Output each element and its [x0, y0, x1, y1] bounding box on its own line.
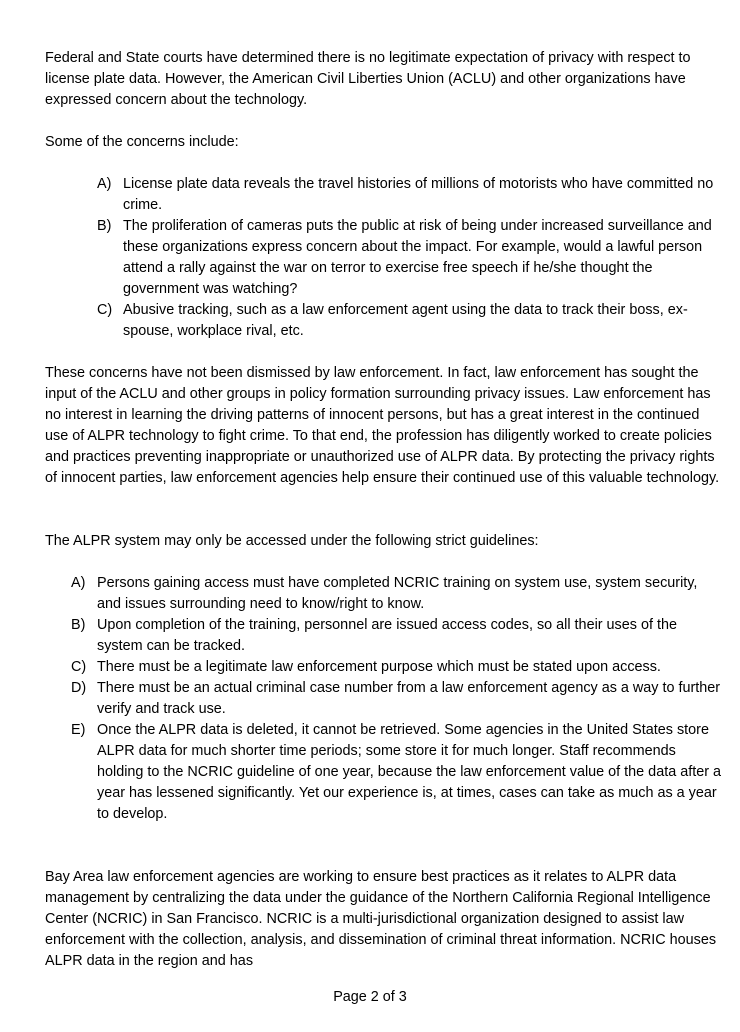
guidelines-lead-paragraph: The ALPR system may only be accessed under the following strict guidelines:: [45, 533, 539, 549]
list-item-text: Abusive tracking, such as a law enforcement agent using the data to track their boss, ex-spouse, workplace rival, etc.: [123, 302, 688, 339]
list-item: [71, 678, 722, 720]
intro-paragraph: Federal and State courts have determined there is no legitimate expectation of privacy with respect to license plate data. However, the American Civil Liberties Union (ACLU) and other organizations have expressed concern about the technology.: [45, 50, 691, 108]
list-marker: C): [71, 659, 87, 675]
list-marker: D): [71, 680, 87, 696]
concerns-lead-paragraph: Some of the concerns include:: [45, 134, 239, 150]
list-item-text: Persons gaining access must have completed NCRIC training on system use, system security, and issues surrounding need to know/right to know.: [97, 575, 698, 612]
list-marker: E): [71, 722, 86, 738]
list-item: [71, 657, 722, 678]
list-marker: A): [71, 575, 86, 591]
list-item: [97, 216, 723, 300]
page-number: Page 2 of 3: [333, 989, 407, 1005]
list-item: [71, 720, 722, 825]
list-item: [97, 300, 723, 342]
list-item: [71, 615, 722, 657]
list-item-text: There must be a legitimate law enforcement purpose which must be stated upon access.: [97, 659, 661, 675]
list-item-text: Once the ALPR data is deleted, it cannot be retrieved. Some agencies in the United States store ALPR data for much shorter time periods; some store it for much longer. Staff recommends holding to the NCRIC guideline of one year, because the law enforcement value of the data after a year has lessened significantly. Yet our experience is, at times, cases can take as much as a year to develop.: [97, 722, 721, 822]
list-item: [97, 174, 723, 216]
closing-paragraph: Bay Area law enforcement agencies are working to ensure best practices as it relates to ALPR data management by centralizing the data under the guidance of the Northern California Regional Intelligence Center (NCRIC) in San Francisco. NCRIC is a multi-jurisdictional organization designed to assist law enforcement with the collection, analysis, and dissemination of criminal threat information. NCRIC houses ALPR data in the region and has: [45, 869, 717, 969]
list-item-text: The proliferation of cameras puts the public at risk of being under increased surveillance and these organizations express concern about the impact. For example, would a lawful person attend a rally against the war on terror to exercise free speech if he/she thought the government was watching?: [123, 218, 712, 297]
response-paragraph: These concerns have not been dismissed by law enforcement. In fact, law enforcement has sought the input of the ACLU and other groups in policy formation surrounding privacy issues. Law enforcement has no interest in learning the driving patterns of innocent persons, but has a great interest in the continued use of ALPR technology to fight crime. To that end, the profession has diligently worked to create policies and practices preventing inappropriate or unauthorized use of ALPR data. By protecting the privacy rights of innocent parties, law enforcement agencies help ensure their continued use of this valuable technology.: [45, 365, 720, 486]
list-item-text: Upon completion of the training, personnel are issued access codes, so all their uses of the system can be tracked.: [97, 617, 677, 654]
list-marker: B): [71, 617, 86, 633]
list-marker: B): [97, 218, 112, 234]
list-marker: C): [97, 302, 113, 318]
concerns-list: [97, 174, 723, 342]
list-marker: A): [97, 176, 112, 192]
list-item-text: There must be an actual criminal case number from a law enforcement agency as a way to further verify and track use.: [97, 680, 721, 717]
guidelines-list: [71, 573, 722, 825]
list-item-text: License plate data reveals the travel histories of millions of motorists who have committed no crime.: [123, 176, 714, 213]
list-item: [71, 573, 722, 615]
